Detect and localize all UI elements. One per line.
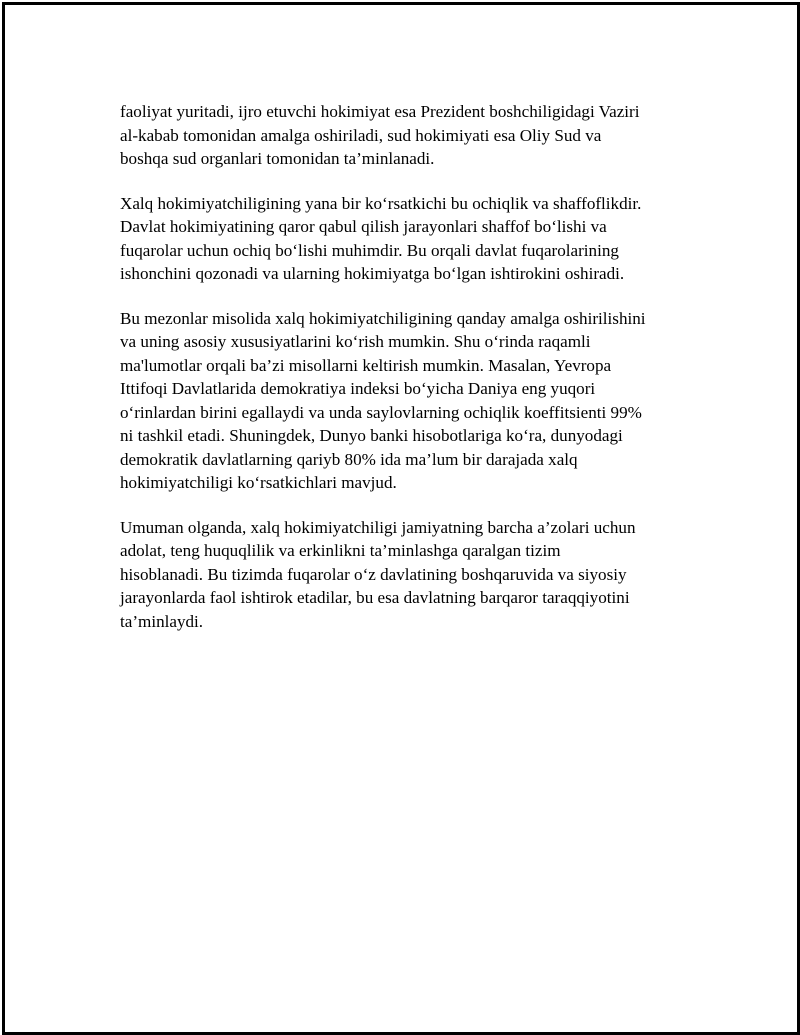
paragraph-1: faoliyat yuritadi, ijro etuvchi hokimiyat esa Prezident boshchiligidagi Vaziri al-kabab tomonidan amalga oshiriladi, sud hokimiyati esa Oliy Sud va boshqa sud organlari tomonidan ta’minlanadi.	[120, 102, 640, 168]
document-body	[120, 100, 700, 654]
paragraph-2: Xalq hokimiyatchiligining yana bir ko‘rsatkichi bu ochiqlik va shaffoflikdir. Davlat hokimiyatining qaror qabul qilish jarayonlari shaffof bo‘lishi va fuqarolar uchun ochiq bo‘lishi muhimdir. Bu orqali davlat fuqarolarining ishonchini qozonadi va ularning hokimiyatga bo‘lgan ishtirokini oshiradi.	[120, 193, 642, 283]
paragraph-4: Umuman olganda, xalq hokimiyatchiligi jamiyatning barcha a’zolari uchun adolat, teng huquqlilik va erkinlikni ta’minlashga qaralgan tizim hisoblanadi. Bu tizimda fuqarolar o‘z davlatining boshqaruvida va siyosiy jarayonlarda faol ishtirok etadilar, bu esa davlatning barqaror taraqqiyotini ta’minlaydi.	[120, 517, 636, 631]
page-frame	[2, 2, 800, 1035]
paragraph-3: Bu mezonlar misolida xalq hokimiyatchiligining qanday amalga oshirilishini va uning asosiy xususiyatlarini ko‘rish mumkin. Shu o‘rinda raqamli ma'lumotlar orqali ba’zi misollarni keltirish mumkin. Masalan, Yevropa Ittifoqi Davlatlarida demokratiya indeksi bo‘yicha Daniya eng yuqori o‘rinlardan birini egallaydi va unda saylovlarning ochiqlik koeffitsienti 99% ni tashkil etadi. Shuningdek, Dunyo banki hisobotlariga ko‘ra, dunyodagi demokratik davlatlarning qariyb 80% ida ma’lum bir darajada xalq hokimiyatchiligi ko‘rsatkichlari mavjud.	[120, 308, 646, 492]
